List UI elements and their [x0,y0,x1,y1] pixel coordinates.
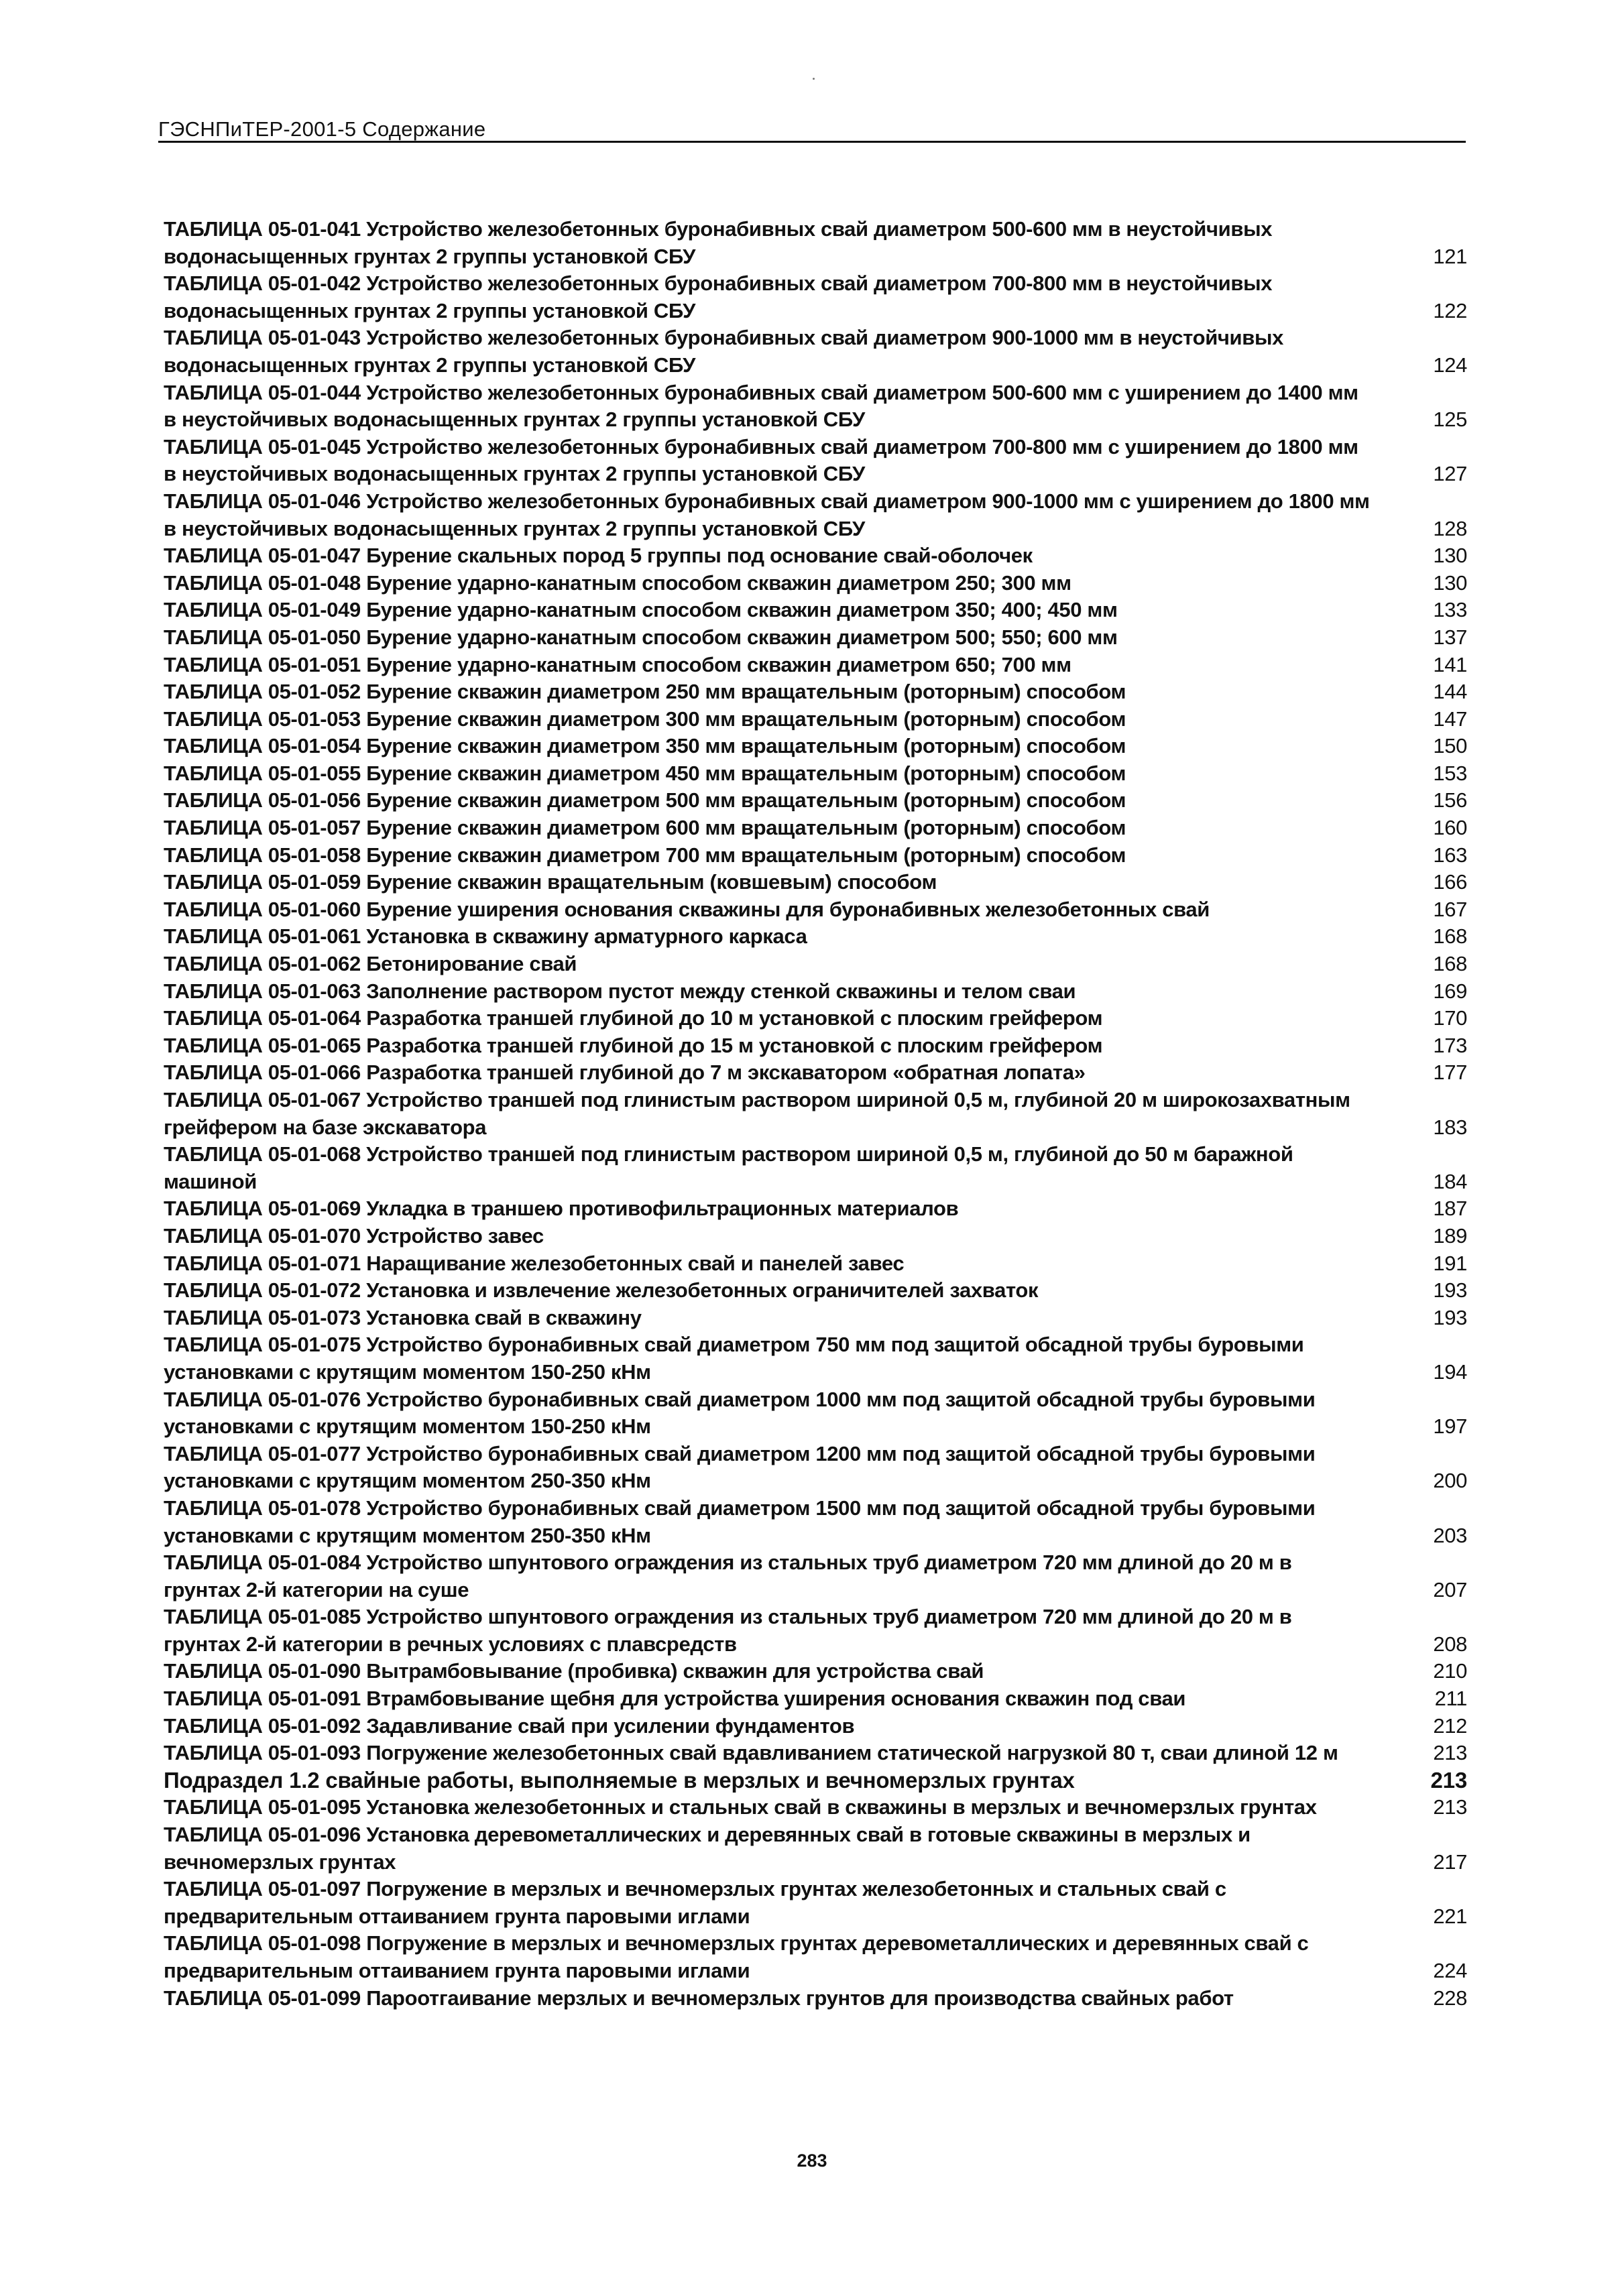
toc-entry-text [164,1386,1371,1441]
toc-entry-title: Подраздел 1.2 свайные работы, выполняемые в мерзлых и вечномерзлых грунтах [164,1767,1075,1793]
toc-entry-title: Устройство железобетонных буронабивных свай диаметром 700-800 мм с уширением до 1800 мм в неустойчивых водонасыщенных грунтах 2 группы установкой СБУ [164,434,1358,486]
toc-entry-text [164,488,1371,542]
toc-entry-code: ТАБЛИЦА 05-01-067 [164,1088,361,1111]
toc-entry-text [164,842,1371,869]
toc-entry-title: Вытрамбовывание (пробивка) скважин для устройства свай [366,1659,984,1683]
toc-entry-text [164,923,1371,951]
toc-entry-text [164,324,1371,379]
toc-entry-text [164,733,1371,760]
toc-entry-title: Устройство завес [366,1223,544,1248]
toc-entry-page: 177 [1433,1061,1467,1085]
toc-entry-text [164,1141,1371,1195]
toc-entry-page: 193 [1433,1278,1467,1303]
toc-entry-code: ТАБЛИЦА 05-01-069 [164,1197,361,1221]
toc-entry-title: Бурение скважин диаметром 500 мм вращательным (роторным) способом [366,788,1126,812]
toc-entry-code: ТАБЛИЦА 05-01-048 [164,570,361,595]
toc-entry[interactable] [164,1032,1485,1060]
toc-entry-code: ТАБЛИЦА 05-01-046 [164,489,361,513]
toc-entry-text [164,706,1371,733]
header-title: ГЭСНПиТЕР-2001-5 Содержание [158,117,486,141]
toc-entry-page: 122 [1433,298,1467,322]
toc-entry-text [164,978,1371,1006]
toc-entry-page: 167 [1433,897,1467,921]
toc-entry[interactable] [164,1305,1485,1332]
toc-entry-text [164,787,1371,814]
toc-entry-code: ТАБЛИЦА 05-01-055 [164,761,361,785]
toc-entry[interactable] [164,1441,1485,1495]
toc-entry[interactable] [164,570,1485,597]
toc-entry[interactable] [164,1386,1485,1441]
page-number: 283 [797,2151,827,2171]
toc-entry-page: 212 [1433,1713,1467,1738]
toc-entry-title: Устройство железобетонных буронабивных свай диаметром 500-600 мм с уширением до 1400 мм в неустойчивых водонасыщенных грунтах 2 группы установкой СБУ [164,380,1358,432]
toc-entry[interactable] [164,1604,1485,1658]
toc-entry[interactable] [164,733,1485,760]
toc-entry-code: ТАБЛИЦА 05-01-065 [164,1033,361,1057]
toc-entry-page: 210 [1433,1659,1467,1683]
toc-entry[interactable] [164,787,1485,814]
toc-entry-title: Заполнение раствором пустот между стенкой скважины и телом сваи [366,979,1076,1003]
toc-entry[interactable] [164,1195,1485,1223]
toc-entry-text [164,570,1371,597]
toc-entry[interactable] [164,1930,1485,1984]
toc-entry-page: 121 [1433,244,1467,268]
toc-entry-title: Устройство траншей под глинистым раствором шириной 0,5 м, глубиной до 50 м баражной машиной [164,1142,1293,1193]
toc-entry-code: ТАБЛИЦА 05-01-077 [164,1441,361,1465]
toc-entry[interactable] [164,1713,1485,1740]
toc-entry-code: ТАБЛИЦА 05-01-075 [164,1333,361,1357]
toc-entry-page: 183 [1433,1115,1467,1139]
toc-entry-code: ТАБЛИЦА 05-01-068 [164,1142,361,1166]
toc-entry-code: ТАБЛИЦА 05-01-061 [164,924,361,949]
toc-entry-code: ТАБЛИЦА 05-01-045 [164,434,361,459]
toc-entry-code: ТАБЛИЦА 05-01-097 [164,1877,361,1901]
toc-entry-text [164,1059,1371,1087]
toc-entry-title: Установка деревометаллических и деревянных свай в готовые скважины в мерзлых и вечномерзлых грунтах [164,1823,1251,1874]
toc-entry[interactable] [164,434,1485,488]
toc-entry-text [164,1277,1371,1305]
toc-entry-text [164,869,1371,896]
toc-entry-text [164,1032,1371,1060]
toc-entry[interactable] [164,1250,1485,1278]
toc-entry-page: 150 [1433,734,1467,758]
toc-entry-title: Погружение железобетонных свай вдавливанием статической нагрузкой 80 т, сваи длиной 12 м [366,1741,1338,1765]
toc-entry-text [164,379,1371,434]
toc-entry-page: 160 [1433,816,1467,840]
toc-entry-code: ТАБЛИЦА 05-01-044 [164,380,361,404]
toc-entry-title: Бетонирование свай [366,952,577,976]
toc-entry-text [164,1250,1371,1278]
toc-entry-code: ТАБЛИЦА 05-01-054 [164,734,361,758]
toc-entry-title: Установка свай в скважину [366,1305,642,1329]
toc-entry[interactable] [164,896,1485,924]
toc-entry-code: ТАБЛИЦА 05-01-051 [164,652,361,676]
toc-entry-code: ТАБЛИЦА 05-01-084 [164,1551,361,1575]
toc-entry-title: Устройство шпунтового ограждения из стальных труб диаметром 720 мм длиной до 20 м в грунтах 2-й категории на суше [164,1551,1292,1602]
toc-entry-title: Устройство буронабивных свай диаметром 1500 мм под защитой обсадной трубы буровыми установками с крутящим моментом 250-350 кНм [164,1496,1316,1547]
toc-entry-page: 169 [1433,979,1467,1003]
toc-entry-title: Наращивание железобетонных свай и панелей завес [366,1251,905,1275]
toc-entry-text [164,652,1371,679]
toc-entry-code: ТАБЛИЦА 05-01-099 [164,1986,361,2010]
toc-entry[interactable] [164,978,1485,1006]
toc-entry-title: Устройство буронабивных свай диаметром 1200 мм под защитой обсадной трубы буровыми установками с крутящим моментом 250-350 кНм [164,1441,1316,1493]
toc-entry-page: 213 [1433,1795,1467,1819]
toc-entry-code: ТАБЛИЦА 05-01-091 [164,1687,361,1711]
toc-entry-page: 144 [1433,680,1467,704]
toc-entry[interactable] [164,1985,1485,2012]
toc-entry[interactable] [164,597,1485,624]
toc-entry-text [164,624,1371,652]
toc-entry-page: 133 [1433,598,1467,622]
toc-entry-page: 228 [1433,1986,1467,2010]
toc-entry-code: ТАБЛИЦА 05-01-043 [164,326,361,350]
toc-entry-title: Бурение уширения основания скважины для буронабивных железобетонных свай [366,897,1210,921]
toc-entry[interactable] [164,1087,1485,1141]
toc-entry-page: 173 [1433,1033,1467,1057]
toc-entry-page: 125 [1433,408,1467,432]
toc-entry-text [164,216,1371,270]
toc-entry[interactable] [164,706,1485,733]
toc-entry-code: ТАБЛИЦА 05-01-053 [164,707,361,731]
toc-entry-title: Бурение скважин диаметром 350 мм вращательным (роторным) способом [366,734,1126,758]
page-header [158,118,1466,143]
toc-entry-page: 189 [1433,1223,1467,1248]
toc-entry-text [164,1876,1371,1930]
toc-entry-text [164,1549,1371,1604]
toc-entry-title: Бурение скальных пород 5 группы под основание свай-оболочек [366,544,1033,568]
toc-entry-page: 191 [1433,1251,1467,1275]
toc-entry-code: ТАБЛИЦА 05-01-062 [164,952,361,976]
toc-entry[interactable] [164,1059,1485,1087]
toc-entry-text [164,1930,1371,1984]
toc-entry-page: 203 [1433,1523,1467,1547]
toc-entry[interactable] [164,1277,1485,1305]
toc-entry-code: ТАБЛИЦА 05-01-064 [164,1006,361,1030]
toc-entry-title: Бурение скважин диаметром 600 мм вращательным (роторным) способом [366,816,1126,840]
toc-entry-page: 211 [1434,1687,1467,1711]
toc-entry-text [164,1087,1371,1141]
toc-entry-title: Устройство железобетонных буронабивных свай диаметром 900-1000 мм с уширением до 1800 мм в неустойчивых водонасыщенных грунтах 2 группы установкой СБУ [164,489,1370,540]
toc-entry-code: ТАБЛИЦА 05-01-059 [164,870,361,894]
toc-entry-text [164,270,1371,324]
toc-entry-page: 130 [1433,544,1467,568]
toc-entry-page: 137 [1433,625,1467,649]
toc-entry-text [164,597,1371,624]
toc-entry-code: ТАБЛИЦА 05-01-098 [164,1931,361,1955]
toc-entry-code: ТАБЛИЦА 05-01-041 [164,217,361,241]
toc-entry-title: Пароотгаивание мерзлых и вечномерзлых грунтов для производства свайных работ [366,1986,1234,2010]
toc-entry[interactable] [164,1141,1485,1195]
toc-entry-text [164,1740,1371,1767]
toc-entry-text [164,1331,1371,1386]
toc-entry[interactable] [164,951,1485,978]
toc-entry-title: Погружение в мерзлых и вечномерзлых грунтах железобетонных и стальных свай с предварительным оттаиванием грунта паровыми иглами [164,1877,1226,1928]
toc-entry-text [164,896,1371,924]
toc-entry-title: Разработка траншей глубиной до 7 м экскаватором «обратная лопата» [366,1061,1086,1085]
toc-entry-code: ТАБЛИЦА 05-01-063 [164,979,361,1003]
toc-entry-page: 224 [1433,1959,1467,1982]
toc-entry-text [164,1495,1371,1549]
toc-entry-title: Бурение скважин диаметром 300 мм вращательным (роторным) способом [366,707,1126,731]
toc-entry-page: 141 [1433,652,1467,676]
toc-entry-title: Бурение скважин диаметром 250 мм вращательным (роторным) способом [366,680,1126,704]
toc-entry-text [164,1821,1371,1876]
toc-entry-code: ТАБЛИЦА 05-01-042 [164,271,361,296]
toc-entry-page: 217 [1433,1850,1467,1874]
toc-entry-page: 187 [1433,1197,1467,1221]
toc-entry-page: 168 [1433,952,1467,976]
toc-entry-title: Бурение ударно-канатным способом скважин диаметром 250; 300 мм [366,570,1071,595]
toc-entry[interactable] [164,1549,1485,1604]
toc-entry-code: ТАБЛИЦА 05-01-071 [164,1251,361,1275]
toc-entry-title: Установка железобетонных и стальных свай в скважины в мерзлых и вечномерзлых грунтах [366,1795,1317,1819]
toc-entry-page: 200 [1433,1469,1467,1493]
toc-entry-code: ТАБЛИЦА 05-01-092 [164,1713,361,1738]
toc-entry-title: Погружение в мерзлых и вечномерзлых грунтах деревометаллических и деревянных свай с предварительным оттаиванием грунта паровыми иглами [164,1931,1309,1982]
toc-entry[interactable] [164,324,1485,379]
toc-entry-text [164,434,1371,488]
toc-entry-title: Разработка траншей глубиной до 10 м установкой с плоским грейфером [366,1006,1103,1030]
toc-entry-title: Устройство шпунтового ограждения из стальных труб диаметром 720 мм длиной до 20 м в грунтах 2-й категории в речных условиях с плавсредств [164,1605,1292,1656]
toc-entry[interactable] [164,1685,1485,1713]
toc-entry-title: Разработка траншей глубиной до 15 м установкой с плоским грейфером [366,1033,1103,1057]
toc-entry-title: Бурение скважин вращательным (ковшевым) способом [366,870,937,894]
toc-entry-page: 197 [1433,1414,1467,1439]
toc-entry-code: ТАБЛИЦА 05-01-096 [164,1823,361,1847]
toc-entry-page: 130 [1433,570,1467,595]
toc-entry-title: Задавливание свай при усилении фундаментов [366,1713,855,1738]
toc-entry-title: Бурение скважин диаметром 700 мм вращательным (роторным) способом [366,843,1126,867]
toc-entry-code: ТАБЛИЦА 05-01-049 [164,598,361,622]
toc-entry[interactable] [164,842,1485,869]
toc-entry-code: ТАБЛИЦА 05-01-085 [164,1605,361,1629]
toc-entry[interactable] [164,1495,1485,1549]
toc-entry-code: ТАБЛИЦА 05-01-058 [164,843,361,867]
toc-entry-page: 147 [1433,707,1467,731]
table-of-contents [164,216,1485,2012]
toc-entry[interactable] [164,923,1485,951]
toc-entry-title: Втрамбовывание щебня для устройства уширения основания скважин под сваи [366,1687,1186,1711]
toc-entry-title: Устройство железобетонных буронабивных свай диаметром 500-600 мм в неустойчивых водонасыщенных грунтах 2 группы установкой СБУ [164,217,1273,268]
toc-entry-title: Укладка в траншею противофильтрационных материалов [366,1197,959,1221]
toc-entry-page: 207 [1433,1577,1467,1602]
toc-entry-code: ТАБЛИЦА 05-01-057 [164,816,361,840]
toc-entry-text [164,1713,1371,1740]
toc-entry-title: Бурение ударно-канатным способом скважин диаметром 350; 400; 450 мм [366,598,1118,622]
toc-entry[interactable] [164,216,1485,270]
toc-entry[interactable] [164,488,1485,542]
toc-entry-title: Бурение скважин диаметром 450 мм вращательным (роторным) способом [366,761,1126,785]
toc-entry-text [164,1685,1371,1713]
toc-entry[interactable] [164,379,1485,434]
toc-entry-code: ТАБЛИЦА 05-01-095 [164,1795,361,1819]
toc-entry-text [164,1767,1371,1795]
toc-entry-text [164,814,1371,842]
toc-entry-code: ТАБЛИЦА 05-01-072 [164,1278,361,1303]
toc-entry-page: 170 [1433,1006,1467,1030]
toc-entry-page: 194 [1433,1360,1467,1384]
toc-entry-text [164,678,1371,706]
toc-entry-title: Устройство железобетонных буронабивных свай диаметром 700-800 мм в неустойчивых водонасыщенных грунтах 2 группы установкой СБУ [164,271,1273,322]
toc-entry-text [164,1223,1371,1250]
toc-entry-text [164,1305,1371,1332]
toc-entry-page: 213 [1430,1767,1467,1793]
toc-entry-page: 166 [1433,870,1467,894]
toc-entry-title: Устройство буронабивных свай диаметром 1000 мм под защитой обсадной трубы буровыми установками с крутящим моментом 150-250 кНм [164,1387,1316,1439]
toc-entry[interactable] [164,1821,1485,1876]
toc-entry[interactable] [164,678,1485,706]
toc-entry-page: 153 [1433,761,1467,785]
toc-entry[interactable] [164,1223,1485,1250]
toc-entry-title: Установка и извлечение железобетонных ограничителей захваток [366,1278,1039,1303]
toc-entry-page: 127 [1433,462,1467,486]
toc-entry-title: Устройство буронабивных свай диаметром 750 мм под защитой обсадной трубы буровыми установками с крутящим моментом 150-250 кНм [164,1333,1304,1384]
toc-entry-text [164,1195,1371,1223]
toc-entry-code: ТАБЛИЦА 05-01-093 [164,1741,361,1765]
toc-entry[interactable] [164,1794,1485,1821]
toc-entry-text [164,1794,1371,1821]
toc-entry-text [164,1604,1371,1658]
toc-entry-title: Устройство траншей под глинистым раствором шириной 0,5 м, глубиной 20 м широкозахватным грейфером на базе экскаватора [164,1088,1350,1139]
toc-entry-text [164,1005,1371,1032]
toc-entry-text [164,1985,1371,2012]
toc-entry-page: 193 [1433,1305,1467,1329]
toc-entry-page: 184 [1433,1169,1467,1193]
toc-entry[interactable] [164,760,1485,788]
toc-section-entry[interactable] [164,1767,1485,1795]
toc-entry[interactable] [164,1876,1485,1930]
toc-entry-title: Устройство железобетонных буронабивных свай диаметром 900-1000 мм в неустойчивых водонасыщенных грунтах 2 группы установкой СБУ [164,326,1283,377]
toc-entry-code: ТАБЛИЦА 05-01-076 [164,1387,361,1411]
toc-entry-text [164,760,1371,788]
toc-entry-title: Установка в скважину арматурного каркаса [366,924,807,949]
toc-entry-text [164,951,1371,978]
toc-entry-page: 124 [1433,353,1467,377]
toc-entry-text [164,1658,1371,1685]
toc-entry-title: Бурение ударно-канатным способом скважин диаметром 500; 550; 600 мм [366,625,1118,649]
toc-entry-code: ТАБЛИЦА 05-01-078 [164,1496,361,1520]
toc-entry-code: ТАБЛИЦА 05-01-050 [164,625,361,649]
toc-entry-page: 163 [1433,843,1467,867]
toc-entry-page: 128 [1433,516,1467,540]
toc-entry-page: 156 [1433,788,1467,812]
toc-entry-code: ТАБЛИЦА 05-01-060 [164,897,361,921]
toc-entry-code: ТАБЛИЦА 05-01-073 [164,1305,361,1329]
toc-entry[interactable] [164,869,1485,896]
toc-entry[interactable] [164,1740,1485,1767]
toc-entry-title: Бурение ударно-канатным способом скважин диаметром 650; 700 мм [366,652,1071,676]
toc-entry-code: ТАБЛИЦА 05-01-047 [164,544,361,568]
toc-entry[interactable] [164,270,1485,324]
toc-entry-code: ТАБЛИЦА 05-01-066 [164,1061,361,1085]
toc-entry-code: ТАБЛИЦА 05-01-056 [164,788,361,812]
toc-entry[interactable] [164,1331,1485,1386]
toc-entry-code: ТАБЛИЦА 05-01-090 [164,1659,361,1683]
toc-entry[interactable] [164,814,1485,842]
toc-entry[interactable] [164,542,1485,570]
toc-entry-page: 168 [1433,924,1467,949]
toc-entry-page: 213 [1433,1741,1467,1765]
toc-entry-code: ТАБЛИЦА 05-01-052 [164,680,361,704]
scan-speck [813,78,815,80]
toc-entry[interactable] [164,1658,1485,1685]
toc-entry-text [164,1441,1371,1495]
toc-entry-page: 208 [1433,1632,1467,1656]
toc-entry[interactable] [164,1005,1485,1032]
toc-entry[interactable] [164,652,1485,679]
toc-entry[interactable] [164,624,1485,652]
toc-entry-code: ТАБЛИЦА 05-01-070 [164,1223,361,1248]
toc-entry-text [164,542,1371,570]
toc-entry-page: 221 [1433,1904,1467,1928]
